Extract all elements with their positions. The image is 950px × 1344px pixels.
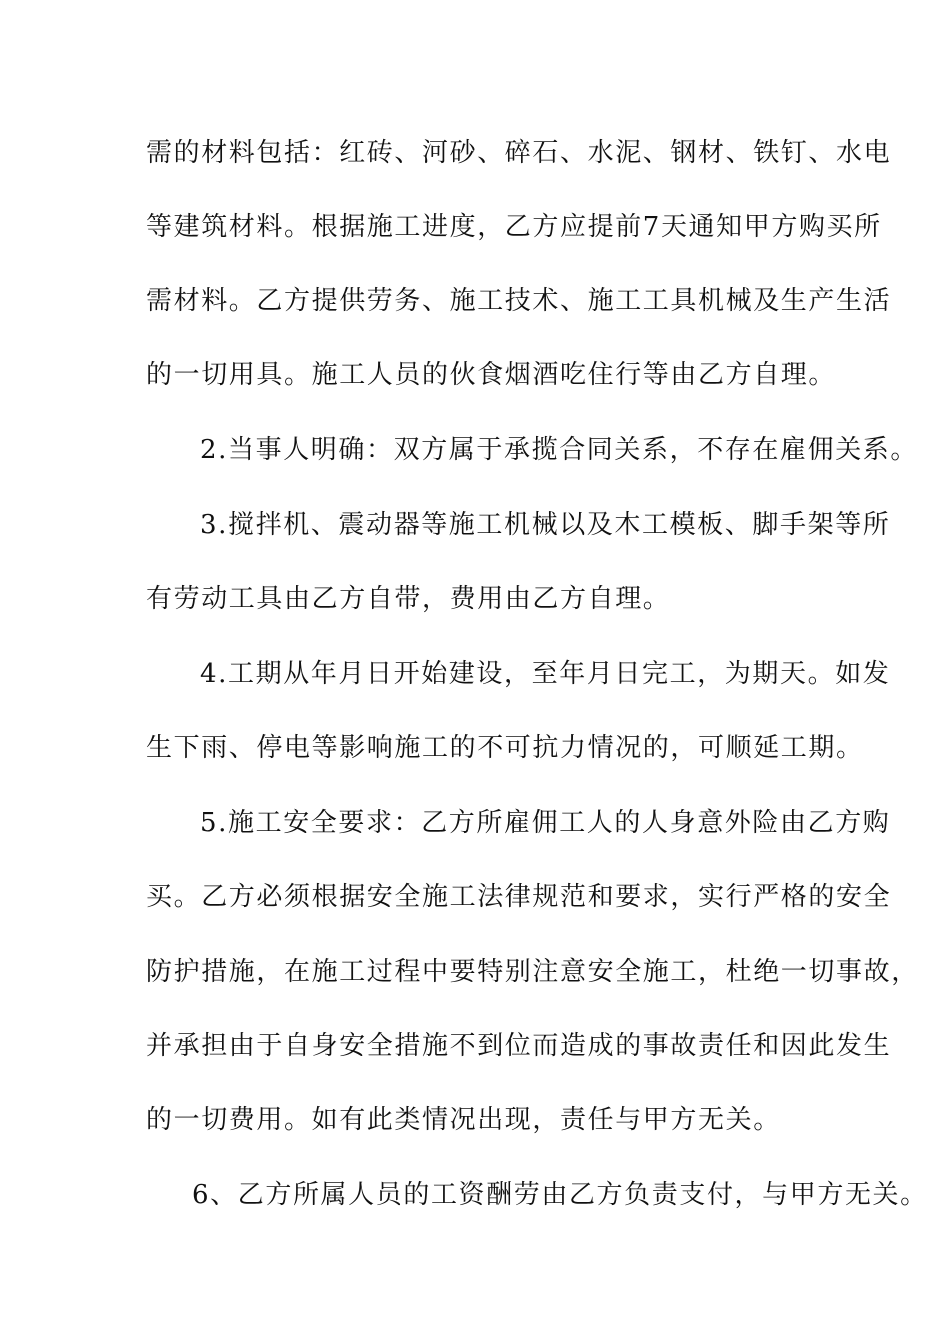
paragraph-4-line: 4.工期从年月日开始建设，至年月日完工，为期天。如发	[200, 659, 891, 689]
text-line: 买。乙方必须根据安全施工法律规范和要求，实行严格的安全	[146, 882, 892, 912]
paragraph-3-line: 3.搅拌机、震动器等施工机械以及木工模板、脚手架等所	[200, 510, 891, 540]
text-line: 有劳动工具由乙方自带，费用由乙方自理。	[146, 584, 671, 614]
text-line: 需材料。乙方提供劳务、施工技术、施工工具机械及生产生活	[146, 286, 892, 316]
text-line: 防护措施，在施工过程中要特别注意安全施工，杜绝一切事故，	[146, 957, 919, 987]
text-line: 的一切费用。如有此类情况出现，责任与甲方无关。	[146, 1105, 781, 1135]
text-line: 并承担由于自身安全措施不到位而造成的事故责任和因此发生	[146, 1031, 892, 1061]
text-line: 的一切用具。施工人员的伙食烟酒吃住行等由乙方自理。	[146, 360, 837, 390]
text-line: 等建筑材料。根据施工进度，乙方应提前7天通知甲方购买所	[146, 212, 882, 242]
text-line: 需的材料包括：红砖、河砂、碎石、水泥、钢材、铁钉、水电	[146, 138, 892, 168]
paragraph-6-line: 6、乙方所属人员的工资酬劳由乙方负责支付，与甲方无关。	[192, 1180, 928, 1210]
paragraph-2-line: 2.当事人明确：双方属于承揽合同关系，不存在雇佣关系。	[200, 435, 919, 465]
paragraph-5-line: 5.施工安全要求：乙方所雇佣工人的人身意外险由乙方购	[200, 808, 891, 838]
text-line: 生下雨、停电等影响施工的不可抗力情况的，可顺延工期。	[146, 733, 864, 763]
